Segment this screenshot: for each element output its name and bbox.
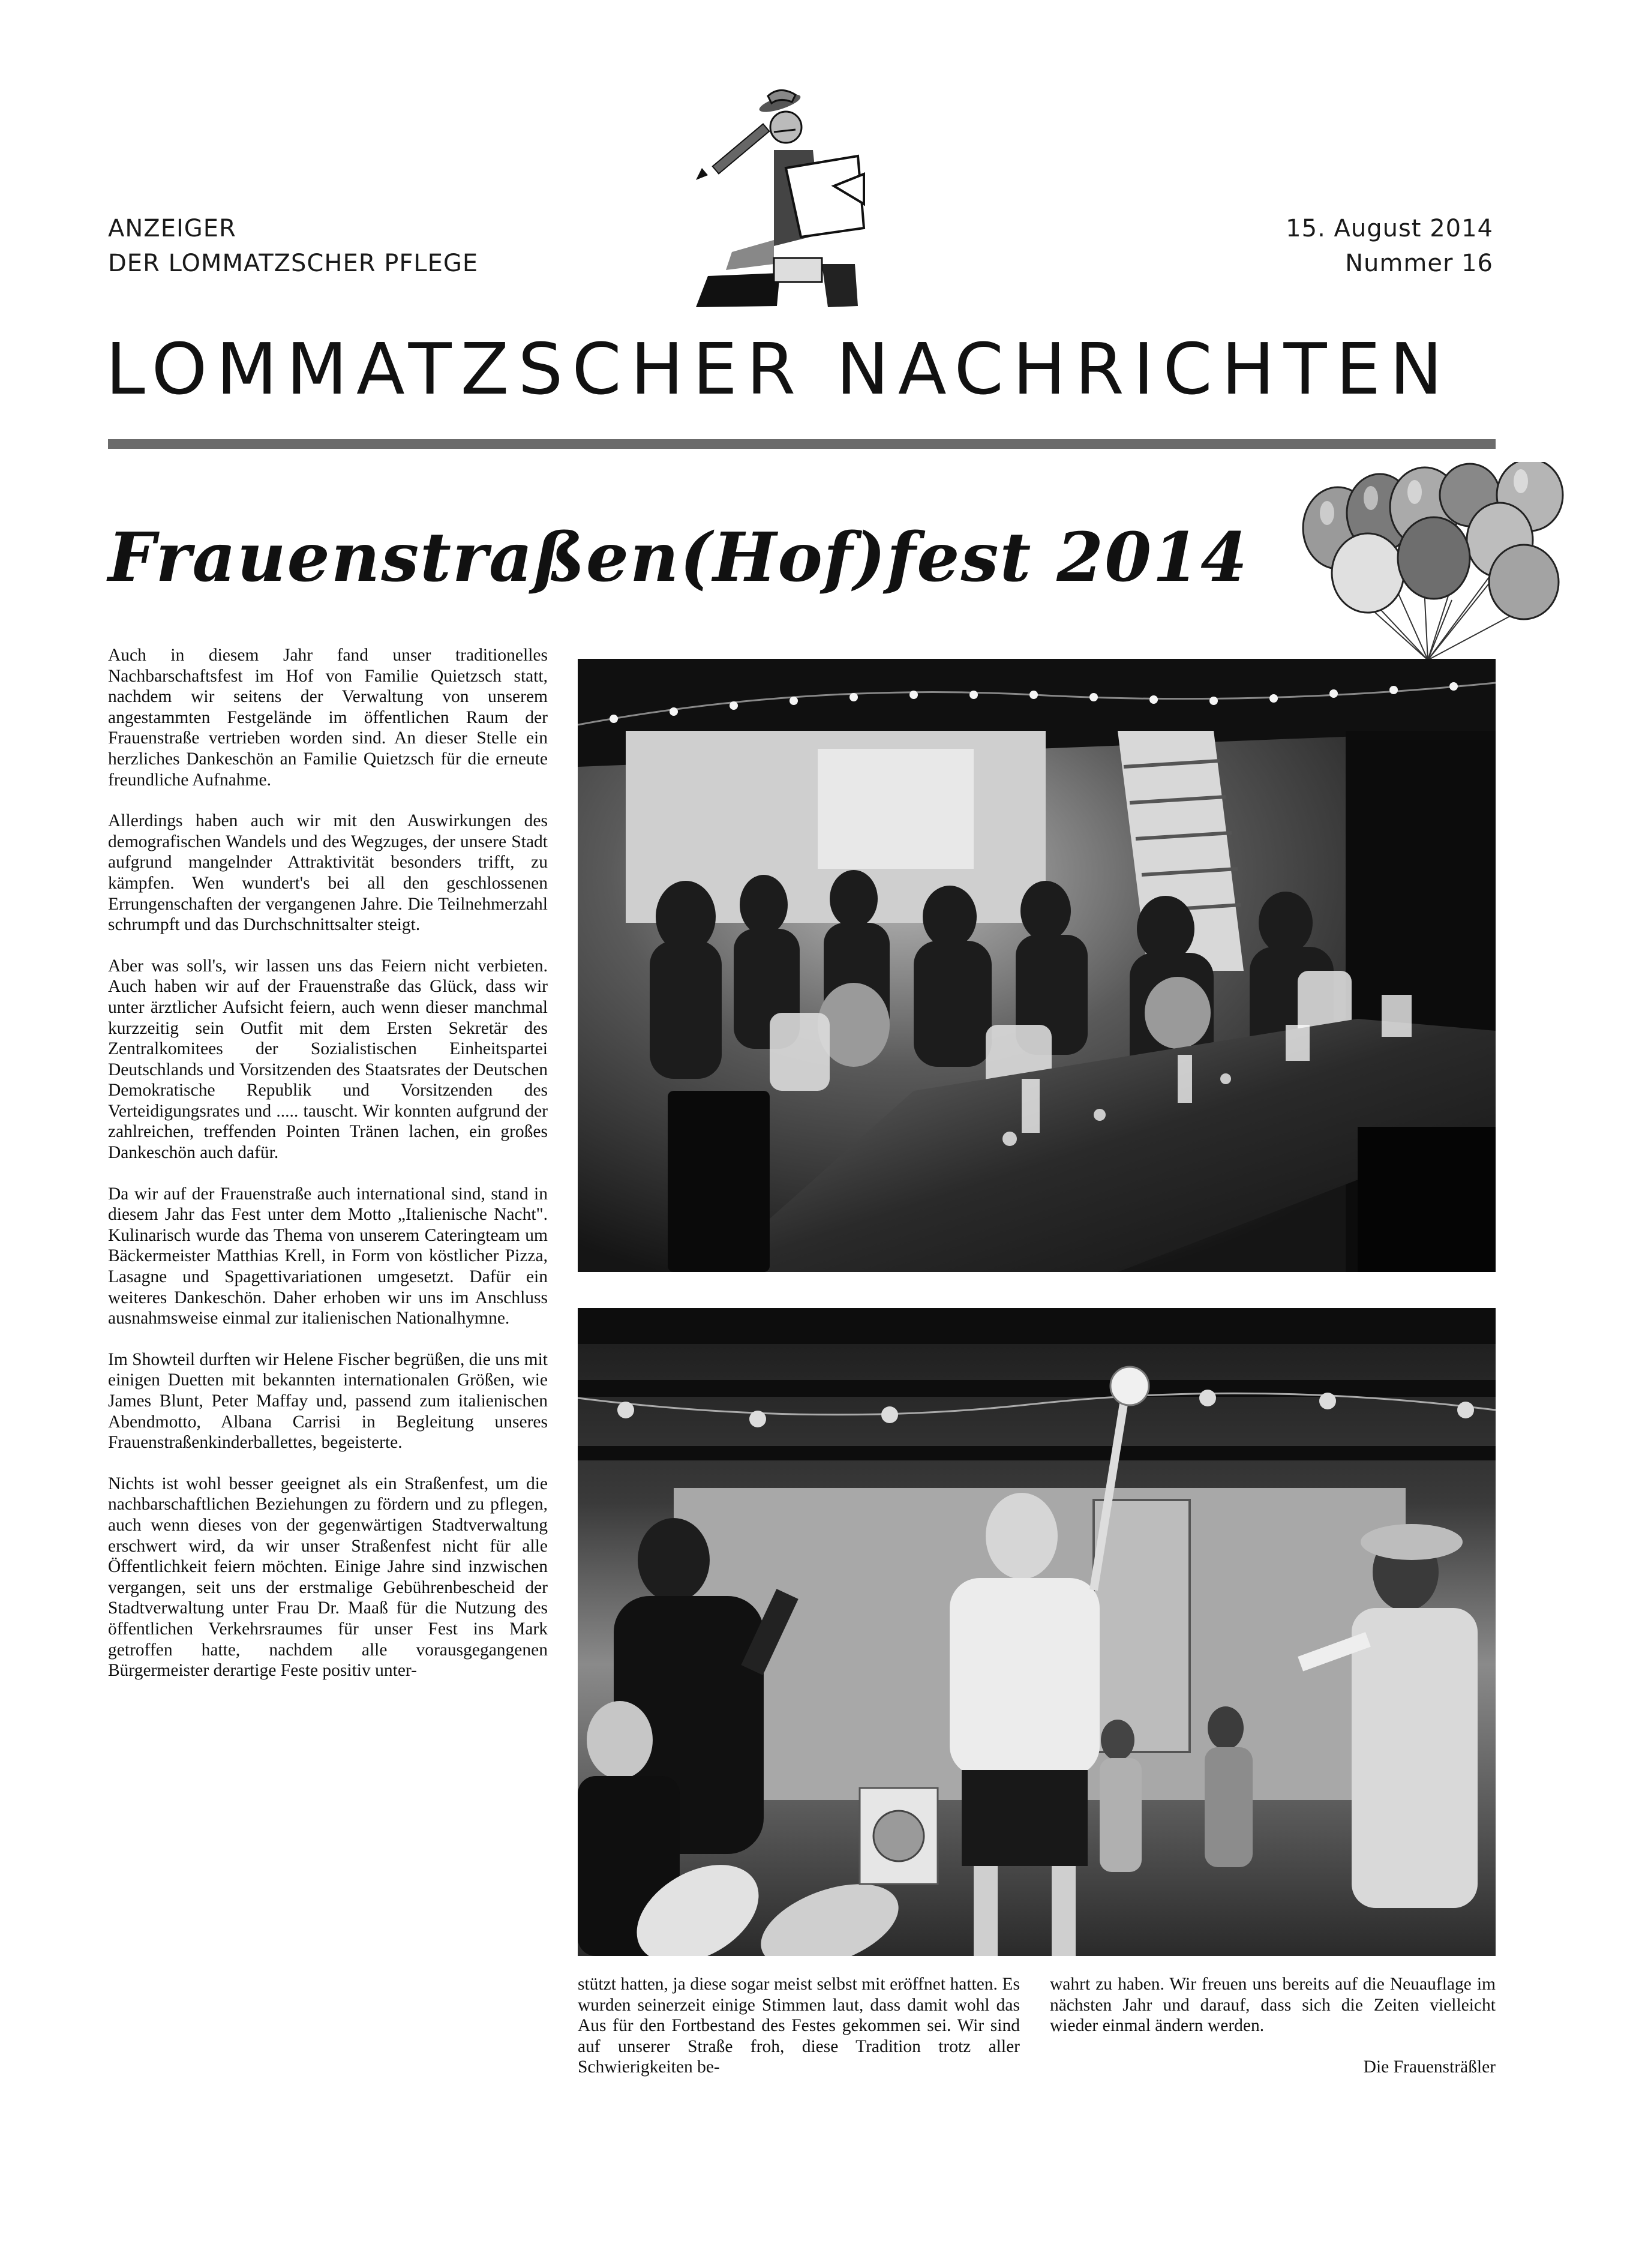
issue-info (1286, 211, 1493, 281)
publisher-line-2: DER LOMMATZSCHER PFLEGE (108, 250, 479, 277)
paragraph: Auch in diesem Jahr fand unser traditionelles Nachbarschaftsfest im Hof von Familie Quietzsch statt, nachdem wir seitens der Verwaltung von unserem angestammten Festgelände im öffentlichen Raum der Frauenstraße vertrieben worden sind. An dieser Stelle ein herzliches Dankeschön an Familie Quietzsch für die erneute freundliche Aufnahme. (108, 646, 548, 790)
night-party-photo (578, 659, 1496, 1272)
paragraph: Allerdings haben auch wir mit den Auswirkungen des demografischen Wandels und des Wegzuges, der unsere Stadt aufgrund mangelnder Attraktivität besonders trifft, zu kämpfen. Wen wundert's bei all den geschlossenen Errungenschaften der vergangenen Jahre. Die Teilnehmerzahl schrumpft und das Durchschnittsalter steigt. (108, 811, 548, 935)
issue-date: 15. August 2014 (1286, 215, 1493, 242)
paragraph: Da wir auf der Frauenstraße auch international sind, stand in diesem Jahr das Fest unter dem Motto „Italienische Nacht". Kulinarisch wurde das Thema von unserem Cateringteam um Bäckermeister Matthias Krell, in Form von köstlicher Pizza, Lasagne und Spagettivariationen umgesetzt. Dafür ein weiteres Dankeschön. Daher erhoben wir uns im Anschluss ausnahmsweise einmal zur italienischen Nationalhymne. (108, 1184, 548, 1328)
publisher-label (108, 211, 478, 281)
paragraph: stützt hatten, ja diese sogar meist selbst mit eröffnet hatten. Es wurden seinerzeit einige Stimmen laut, dass damit wohl das Aus für den Fortbestand des Festes gekommen sei. Wir sind auf unserer Straße froh, diese Tradition trotz aller Schwierigkeiten be- (578, 1975, 1020, 2077)
issue-number: Nummer 16 (1345, 250, 1493, 277)
show-stage-photo (578, 1308, 1496, 1956)
publisher-line-1: ANZEIGER (108, 215, 236, 242)
paragraph: wahrt zu haben. Wir freuen uns bereits auf die Neuauflage im nächsten Jahr und darauf, dass sich die Zeiten vielleicht wieder einmal ändern werden. (1050, 1975, 1496, 2036)
article-column-2 (578, 1974, 1020, 2098)
newspaper-title: LOMMATZSCHER NACHRICHTEN (106, 328, 1452, 410)
running-figure-logo-icon (684, 84, 900, 318)
paragraph: Aber was soll's, wir lassen uns das Feiern nicht verbieten. Auch haben wir auf der Frauenstraße das Glück, dass wir unter ärztlicher Aufsicht feiern, auch wenn dieser manchmal kurzzeitig sein Outfit mit dem Ersten Sekretär des Zentralkomitees der Sozialistischen Einheitspartei Deutschlands und Vorsitzenden des Staatsrates der Deutschen Demokratische Republik und Vorsitzenden des Verteidigungsrates und ..... tauscht. Wir konnten aufgrund der zahlreichen, treffenden Pointen Tränen lachen, ein großes Dankeschön auch dafür. (108, 956, 548, 1163)
balloons-icon (1290, 462, 1566, 666)
article-headline: Frauenstraßen(Hof)fest 2014 (108, 518, 1249, 597)
paragraph: Nichts ist wohl besser geeignet als ein Straßenfest, um die nachbarschaftlichen Beziehungen zu fördern und zu pflegen, auch wenn dieses von der gegenwärtigen Stadtverwaltung erschwert wird, da wir unser Straßenfest nicht für alle Öffentlichkeit feiern möchten. Einige Jahre sind inzwischen vergangen, seit uns der erstmalige Gebührenbescheid der Stadtverwaltung unter Frau Dr. Maaß für die Nutzung des öffentlichen Verkehrsraumes für unser Fest ins Mark getroffen hatte, nachdem alle vorausgegangenen Bürgermeister derartige Feste positiv unter- (108, 1474, 548, 1681)
masthead-divider (108, 439, 1496, 449)
paragraph: Im Showteil durften wir Helene Fischer begrüßen, die uns mit einigen Duetten mit bekannten internationalen Größen, wie James Blunt, Peter Maffay und, passend zum italienischen Abendmotto, Albana Carrisi in Begleitung unseres Frauenstraßenkinderballettes, begeisterte. (108, 1349, 548, 1453)
article-column-3 (1050, 1974, 1496, 2077)
article-column-1 (108, 645, 548, 1702)
article-signature: Die Frauensträßler (1363, 2057, 1496, 2077)
